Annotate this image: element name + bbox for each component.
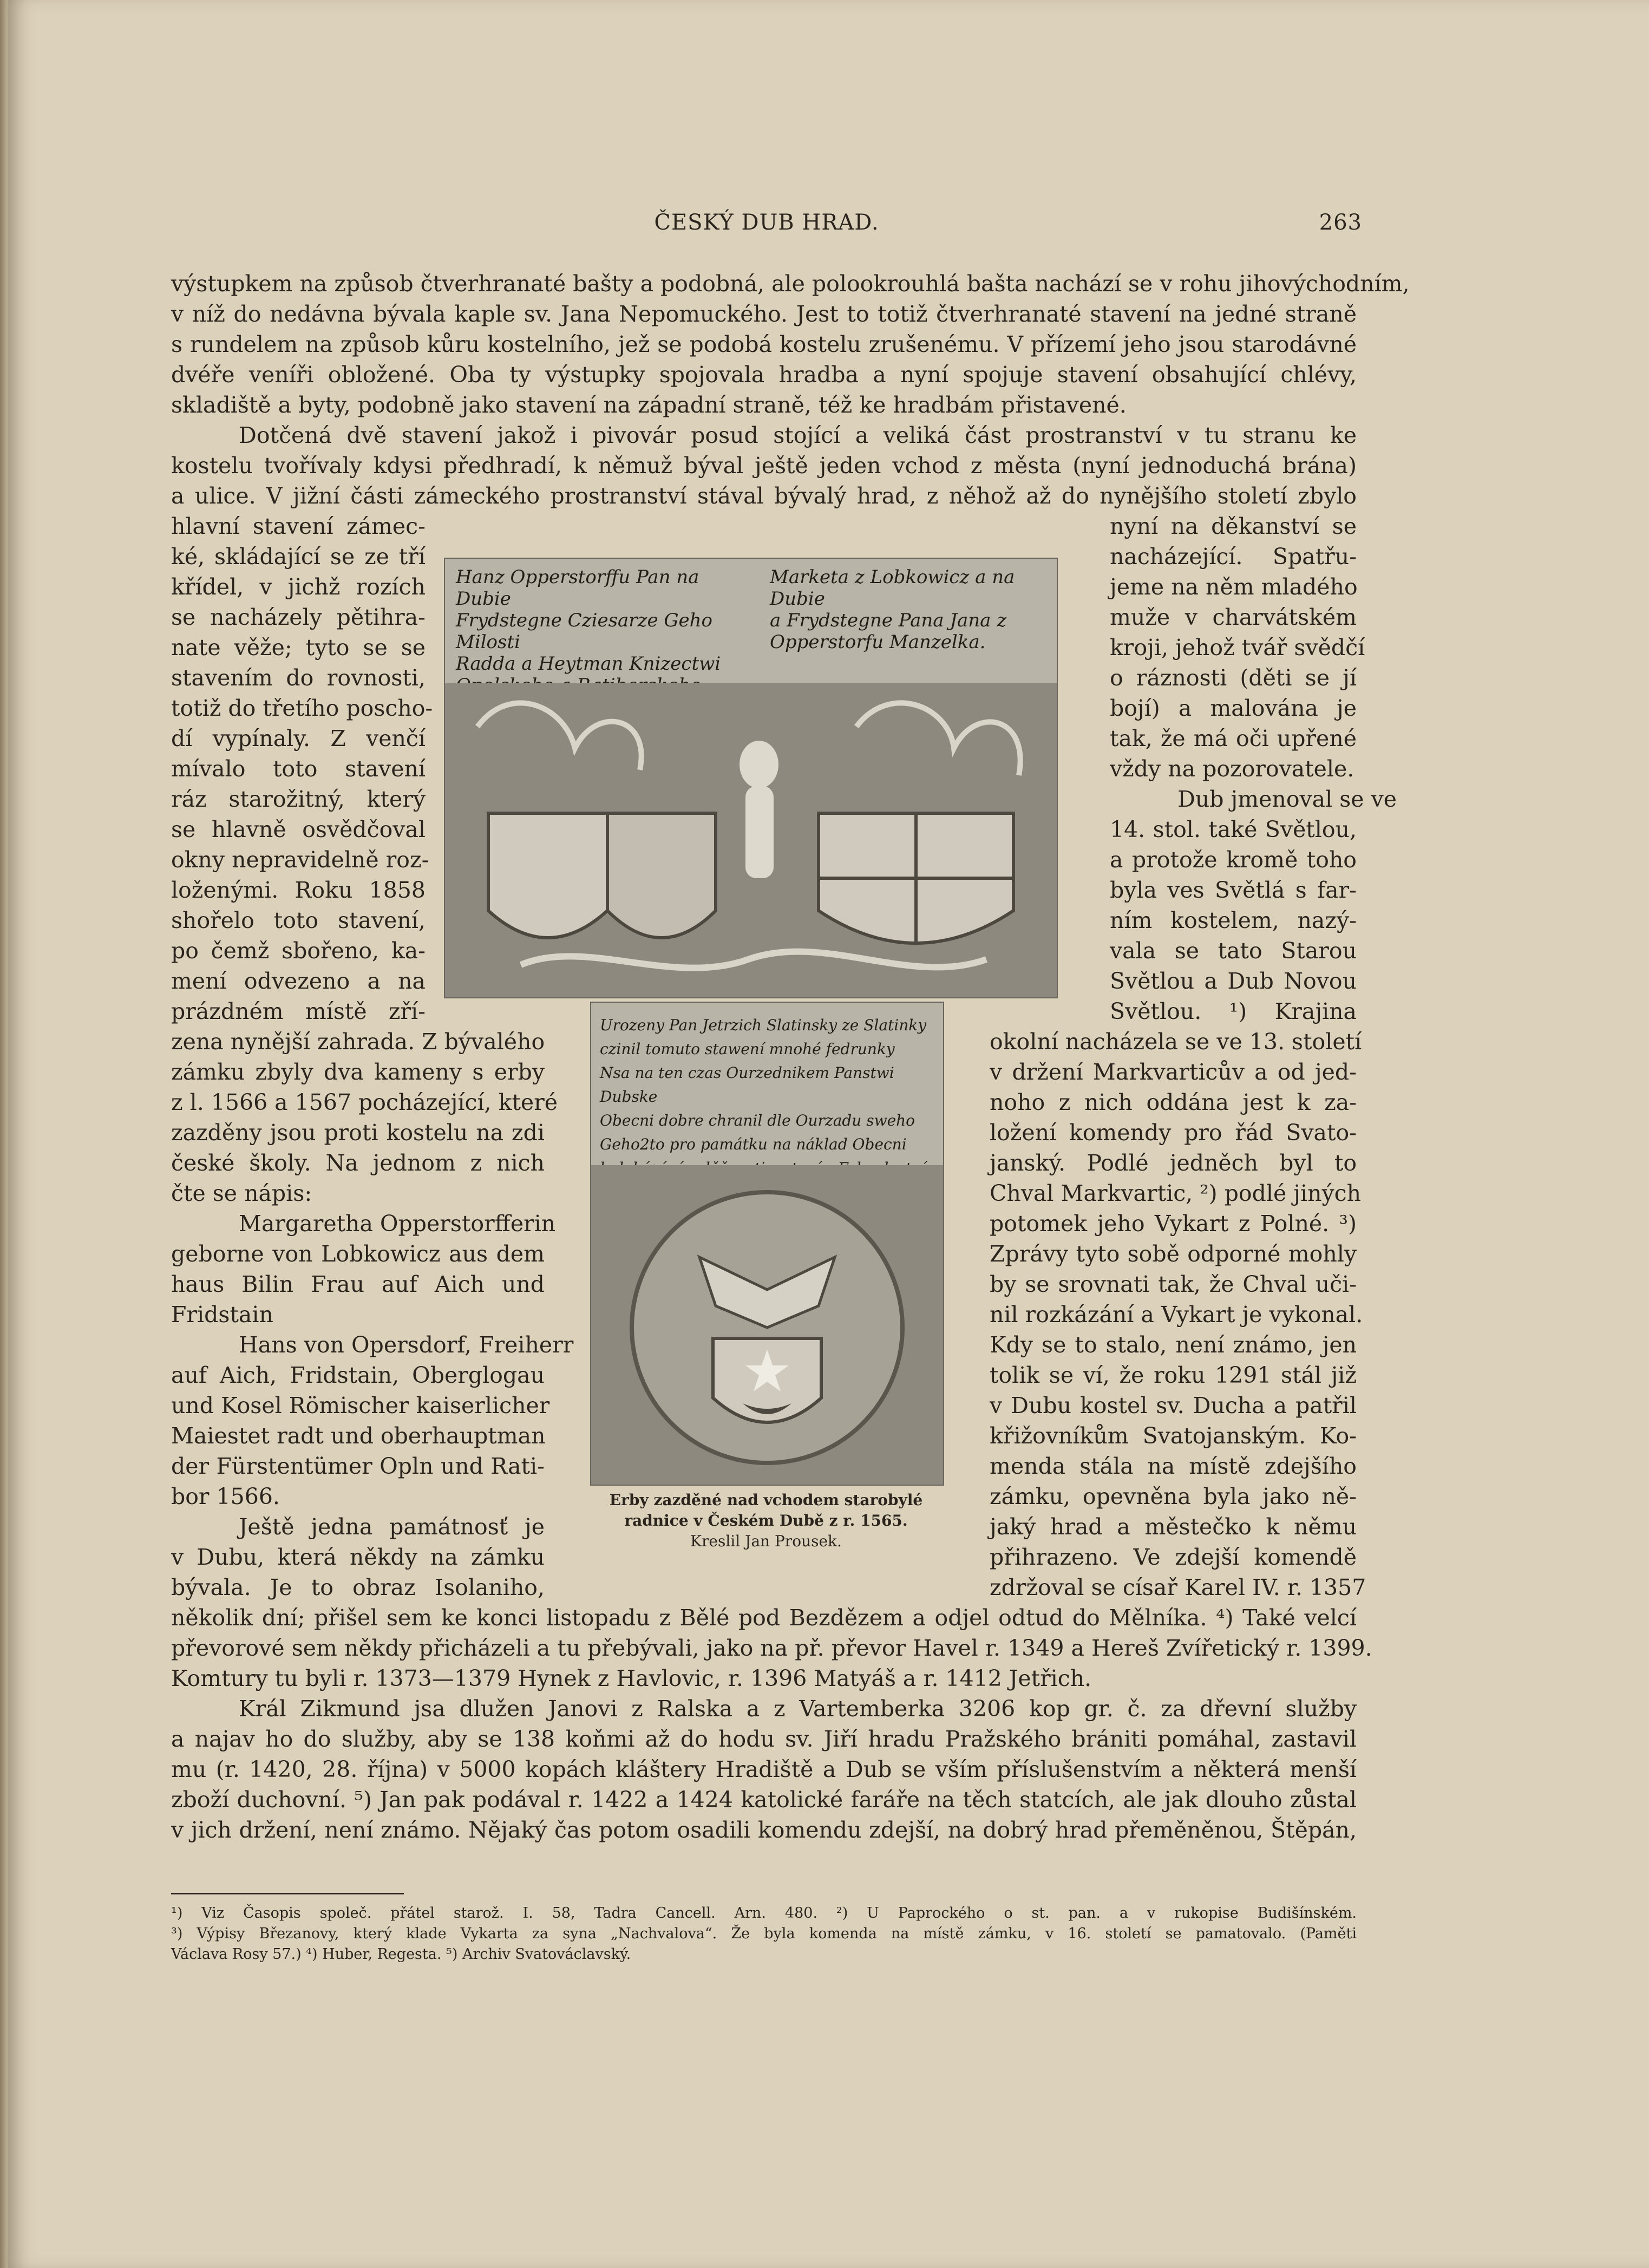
text-line-right-column: křižovníkům Svatojanským. Ko- (990, 1423, 1357, 1449)
inscription-line: Radda a Heytman Knizectwi (456, 653, 721, 675)
text-line-right-column: Chval Markvartic, ²) podlé jiných (990, 1180, 1362, 1206)
text-line-left-column: v Dubu, která někdy na zámku (171, 1544, 545, 1570)
inscription-line: Geho2to pro památku na náklad Obecni (600, 1135, 907, 1153)
running-header (171, 210, 1362, 243)
text-line-left-column: hlavní stavení zámec- (171, 513, 426, 539)
text-line-right-column: o ráznosti (děti se jí (1110, 665, 1357, 691)
text-line: několik dní; přišel sem ke konci listopadu z Bělé pod Bezdězem a odjel odtud do Mělníka. ⁴) Také velcí (171, 1605, 1357, 1631)
text-line-right-column: Dub jmenoval se ve (1177, 786, 1397, 812)
text-line-right-column: nil rozkázání a Vykart je vykonal. (990, 1302, 1363, 1328)
text-line-left-column: ké, skládající se ze tří (171, 544, 426, 570)
text-line-right-column: zdržoval se císař Karel IV. r. 1357 (990, 1574, 1366, 1600)
text-line-left-column: okny nepravidelně roz- (171, 847, 429, 873)
text-line-right-column: v držení Markvarticův a od jed- (990, 1059, 1357, 1085)
text-line-right-column: Zprávy tyto sobě odporné mohly (990, 1241, 1357, 1267)
text-line-right-column: nyní na děkanství se (1110, 513, 1357, 539)
text-line-left-column: čte se nápis: (171, 1180, 312, 1206)
text-line: skladiště a byty, podobně jako stavení na západní straně, též ke hradbám přistavené. (171, 392, 1127, 418)
text-line-left-column: Ještě jedna památnosť je (239, 1514, 545, 1540)
text-line-left-column: zazděny jsou proti kostelu na zdi (171, 1120, 545, 1146)
inscription-line: Frydstegne Cziesarze Geho Milosti (456, 610, 713, 653)
text-line-right-column: v Dubu kostel sv. Ducha a patřil (990, 1393, 1357, 1419)
text-line: s rundelem na způsob kůru kostelního, jež se podobá kostelu zrušenému. V přízemí jeho jsou starodávné (171, 331, 1357, 357)
text-line-right-column: tolik se ví, že roku 1291 stál již (990, 1362, 1357, 1388)
text-line-right-column: Světlou. ¹) Krajina (1110, 998, 1357, 1024)
text-line-left-column: nate věže; tyto se se (171, 635, 426, 661)
text-line-left-column: po čemž sbořeno, ka- (171, 938, 426, 964)
text-line: dvéře veníři obložené. Oba ty výstupky spojovala hradba a nyní spojuje stavení obsahující chlévy, (171, 362, 1357, 388)
text-line-left-column: shořelo toto stavení, (171, 907, 426, 933)
text-line-left-column: Hans von Opersdorf, Freiherr (239, 1332, 574, 1358)
caption-line: radnice v Českém Dubě z r. 1565. (624, 1512, 908, 1530)
inscription-line: Urozeny Pan Jetrzich Slatinsky ze Slatinky (600, 1016, 927, 1034)
text-line-left-column: se hlavně osvědčoval (171, 816, 426, 842)
text-line: Král Zikmund jsa dlužen Janovi z Ralska a z Vartemberka 3206 kop gr. č. za dřevní služby (239, 1696, 1357, 1722)
text-line-right-column: okolní nacházela se ve 13. století (990, 1029, 1362, 1055)
plate-bottom-inscription-band (591, 1003, 943, 1165)
text-line-left-column: auf Aich, Fridstain, Oberglogau (171, 1362, 545, 1388)
text-line-right-column: nacházející. Spatřu- (1110, 544, 1357, 570)
text-line-left-column: Maiestet radt und oberhauptman (171, 1423, 546, 1449)
text-line-left-column: prázdném místě zří- (171, 998, 426, 1024)
text-line-right-column: tak, že má oči upřené (1110, 726, 1357, 751)
text-line-right-column: potomek jeho Vykart z Polné. ³) (990, 1211, 1357, 1237)
text-line-right-column: Kdy se to stalo, není známo, jen (990, 1332, 1357, 1358)
caption-credit: Kreslil Jan Prousek. (690, 1532, 842, 1550)
inscription-line: Hanz Opperstorffu Pan na Dubie (456, 566, 699, 610)
page-number: 263 (1319, 210, 1362, 235)
coat-of-arms-plate-top (444, 558, 1058, 998)
text-line-right-column: by se srovnati tak, že Chval uči- (990, 1271, 1357, 1297)
text-line-left-column: stavením do rovnosti, (171, 665, 426, 691)
inscription-line: Opperstorfu Manzelka. (770, 631, 986, 653)
text-line: mu (r. 1420, 28. října) v 5000 kopách kláštery Hradiště a Dub se vším příslušenstvím a některá menší (171, 1756, 1357, 1782)
coat-of-arms-relief (445, 683, 1057, 997)
text-line-right-column: zámku, opevněna byla jako ně- (990, 1483, 1357, 1509)
text-line-right-column: jaký hrad a městečko k němu (990, 1514, 1357, 1540)
text-line-left-column: mívalo toto stavení (171, 756, 426, 782)
footnote: ³) Výpisy Březanovy, který klade Vykarta za syna „Nachvalova“. Že byla komenda na místě zámku, v 16. století se pamatovalo. (Paměti (171, 1925, 1357, 1942)
text-line-right-column: byla ves Světlá s far- (1110, 877, 1357, 903)
text-line-right-column: vala se tato Starou (1110, 938, 1357, 964)
text-line-left-column: mení odvezeno a na (171, 968, 426, 994)
text-line-right-column: kroji, jehož tvář svědčí (1110, 635, 1365, 661)
text-line-left-column: und Kosel Römischer kaiserlicher (171, 1393, 550, 1419)
caption-line: Erby zazděné nad vchodem starobylé (609, 1491, 923, 1509)
text-line-left-column: z l. 1566 a 1567 pocházející, které (171, 1089, 558, 1115)
text-line-left-column: české školy. Na jednom z nich (171, 1150, 545, 1176)
text-line: Dotčená dvě stavení jakož i pivovár posud stojící a veliká část prostranství v tu stranu ke (239, 422, 1357, 448)
text-line: kostelu tvořívaly kdysi předhradí, k němuž býval ještě jeden vchod z města (nyní jednoduchá brána) (171, 453, 1357, 479)
text-line-left-column: geborne von Lobkowicz aus dem (171, 1241, 545, 1267)
text-line-left-column: ráz starožitný, který (171, 786, 426, 812)
text-line-right-column: přihrazeno. Ve zdejší komendě (990, 1544, 1357, 1570)
text-line-left-column: dí vypínaly. Z venčí (171, 726, 426, 751)
text-line-left-column: zámku zbyly dva kameny s erby (171, 1059, 545, 1085)
text-line-right-column: Světlou a Dub Novou (1110, 968, 1357, 994)
text-line-right-column: ložení komendy pro řád Svato- (990, 1120, 1357, 1146)
footnote: Václava Rosy 57.) ⁴) Huber, Regesta. ⁵) Archiv Svatováclavský. (171, 1946, 631, 1963)
figure-caption (579, 1490, 953, 1552)
inscription-line: Nsa na ten czas Ourzednikem Panstwi Dubske (600, 1064, 894, 1106)
running-title: ČESKÝ DUB HRAD. (654, 210, 879, 235)
text-line-right-column: vždy na pozorovatele. (1110, 756, 1354, 782)
text-line-right-column: noho z nich oddána jest k za- (990, 1089, 1357, 1115)
eagle-crest-relief (591, 1165, 943, 1485)
text-line-right-column: jeme na něm mladého (1110, 574, 1358, 600)
text-line: zboží duchovní. ⁵) Jan pak podával r. 1422 a 1424 katolické faráře na těch statcích, ale jak dlouho zůstal (171, 1787, 1357, 1813)
text-line-left-column: haus Bilin Frau auf Aich und (171, 1271, 545, 1297)
text-line-left-column: zena nynější zahrada. Z bývalého (171, 1029, 545, 1055)
text-line-left-column: der Fürstentümer Opln und Rati- (171, 1453, 545, 1479)
text-line-right-column: bojí) a malována je (1110, 695, 1357, 721)
text-line: v jich držení, není známo. Nějaký čas potom osadili komendu zdejší, na dobrý hrad přeměněnou, Štěpán, (171, 1817, 1357, 1843)
text-line-right-column: ním kostelem, nazý- (1110, 907, 1357, 933)
text-line-left-column: totiž do třetího poscho- (171, 695, 433, 721)
inscription-line: czinil tomuto stawení mnohé fedrunky (600, 1040, 895, 1058)
text-line-right-column: muže v charvátském (1110, 604, 1357, 630)
text-line-right-column: janský. Podlé jedněch byl to (990, 1150, 1357, 1176)
plate-top-right-inscription (770, 566, 1041, 653)
text-line: výstupkem na způsob čtverhranaté bašty a podobná, ale polookrouhlá bašta nachází se v rohu jihovýchodním, (171, 271, 1410, 297)
text-line: a ulice. V jižní části zámeckého prostranství stával bývalý hrad, z něhož až do nynějšího století zbylo (171, 483, 1357, 509)
footnote-divider (171, 1893, 404, 1894)
text-line-left-column: Margaretha Opperstorfferin (239, 1211, 556, 1237)
plate-top-inscription-band (445, 559, 1057, 683)
footnote: ¹) Viz Časopis společ. přátel starož. I. 58, Tadra Cancell. Arn. 480. ²) U Paprockého o st. pan. a v rukopise Budišínském. (171, 1905, 1357, 1921)
text-line: a najav ho do služby, aby se 138 koňmi až do hodu sv. Jiří hradu Pražského brániti pomáhal, zastavil (171, 1726, 1357, 1752)
text-line-left-column: křídel, v jichž rozích (171, 574, 426, 600)
text-line: v níž do nedávna bývala kaple sv. Jana Nepomuckého. Jest to totiž čtverhranaté stavení na jedné straně (171, 301, 1357, 327)
text-line-left-column: bývala. Je to obraz Isolaniho, (171, 1574, 545, 1600)
text-line-left-column: Fridstain (171, 1302, 273, 1328)
text-line-left-column: se nacházely pětihra- (171, 604, 426, 630)
text-line: Komtury tu byli r. 1373—1379 Hynek z Havlovic, r. 1396 Matyáš a r. 1412 Jetřich. (171, 1665, 1092, 1691)
plate-top-left-inscription (456, 566, 737, 696)
text-line-right-column: a protože kromě toho (1110, 847, 1357, 873)
inscription-line: Marketa z Lobkowicz a na Dubie (770, 566, 1015, 610)
text-line-left-column: bor 1566. (171, 1483, 280, 1509)
text-line-right-column: 14. stol. také Světlou, (1110, 816, 1357, 842)
inscription-line: a Frydstegne Pana Jana z (770, 610, 1007, 631)
text-line: převorové sem někdy přicházeli a tu přebývali, jako na př. převor Havel r. 1349 a Hereš Zvířetický r. 1399. (171, 1635, 1372, 1661)
inscription-line: Obecni dobre chranil dle Ourzadu sweho (600, 1112, 915, 1129)
text-line-right-column: menda stála na místě zdejšího (990, 1453, 1357, 1479)
coat-of-arms-plate-bottom (590, 1002, 944, 1486)
text-line-left-column: loženými. Roku 1858 (171, 877, 426, 903)
